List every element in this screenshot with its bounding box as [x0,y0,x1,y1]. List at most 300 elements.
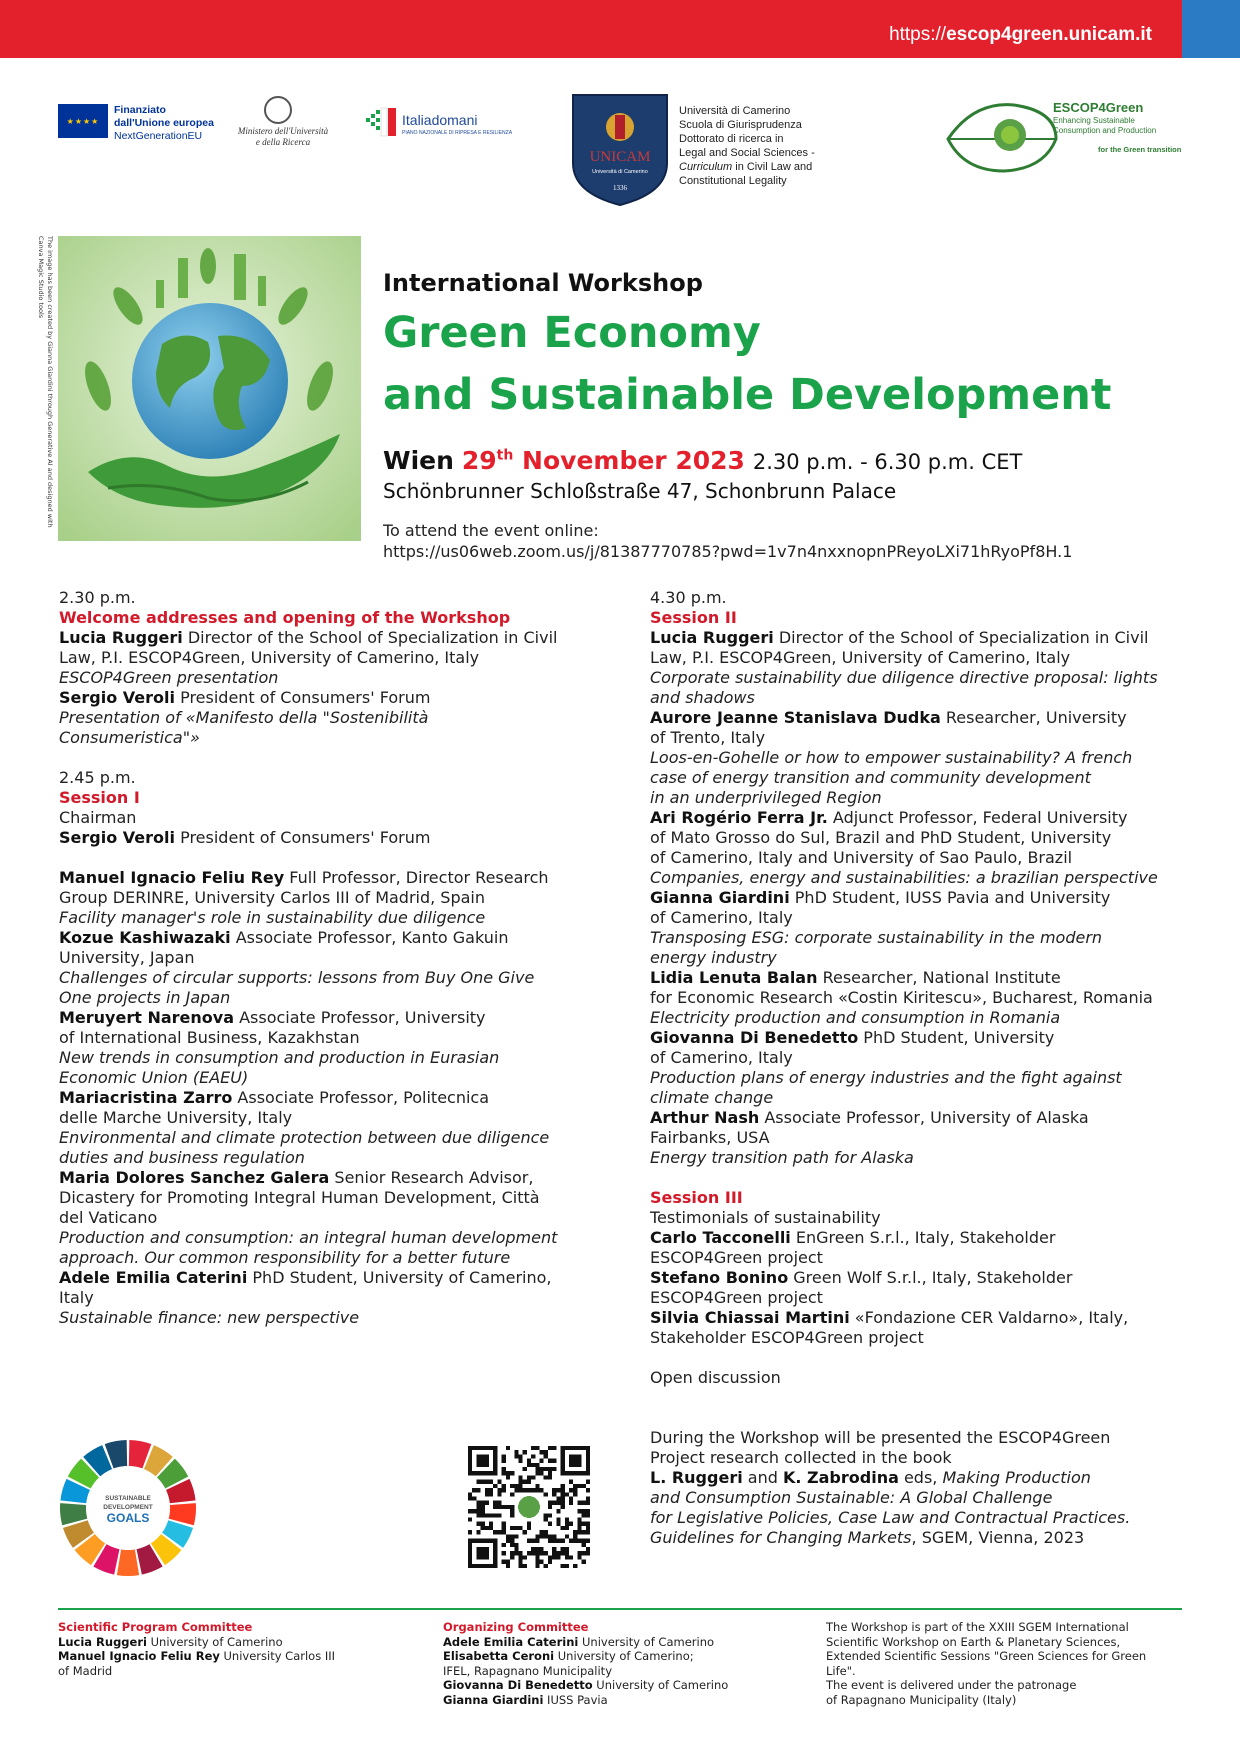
qr-module [561,1484,565,1488]
qr-module [569,1488,573,1492]
speaker: Manuel Ignacio Feliu Rey Full Professor, Director Research [59,868,549,887]
qr-module [514,1551,518,1555]
qr-module [569,1501,573,1505]
qr-module [506,1539,510,1543]
qr-module [556,1509,560,1513]
qr-module [502,1522,506,1526]
qr-module [565,1522,569,1526]
qr-module [472,1509,476,1513]
qr-module [518,1484,522,1488]
qr-module [577,1526,581,1530]
qr-module [506,1475,510,1479]
qr-module [468,1509,472,1513]
open-discussion: Open discussion [650,1368,781,1387]
qr-module [510,1534,514,1538]
qr-module [535,1488,539,1492]
qr-module [540,1530,544,1534]
workshop-note: The Workshop is part of the XXIII SGEM International Scientific Workshop on Earth & Planetary Sciences, Extended Scientific Sessions "Green Sciences for Green Life". The event is delivered under the patronage of Rapagnano Municipality (Italy) [826,1620,1147,1707]
qr-module [544,1467,548,1471]
qr-module [518,1560,522,1564]
qr-module [544,1564,548,1568]
talk-title: Environmental and climate protection between due diligence [59,1128,550,1147]
qr-module [497,1501,501,1505]
unicam-badge-text: UNICAM [589,149,651,165]
qr-module [548,1475,552,1479]
qr-module [586,1480,590,1484]
qr-module [481,1505,485,1509]
speaker: Mariacristina Zarro Associate Professor, Politecnica [59,1088,490,1107]
qr-module [582,1509,586,1513]
qr-module [476,1505,480,1509]
speaker: Arthur Nash Associate Professor, University of Alaska [650,1108,1089,1127]
qr-module [561,1505,565,1509]
qr-module [569,1522,573,1526]
qr-module [497,1480,501,1484]
qr-module [561,1551,565,1555]
qr-module [476,1488,480,1492]
qr-module [531,1488,535,1492]
qr-module [510,1513,514,1517]
qr-module [556,1496,560,1500]
qr-module [565,1547,569,1551]
qr-module [531,1463,535,1467]
qr-module [577,1530,581,1534]
section-heading: Welcome addresses and opening of the Workshop [59,608,511,627]
qr-module [577,1551,581,1555]
unicam-department-text: Università di Camerino Scuola di Giurisprudenza Dottorato di ricerca in Legal and Social Sciences - Curriculum in Civil Law and Constitutional Legality [679,105,815,187]
qr-module [586,1501,590,1505]
qr-module [556,1522,560,1526]
italiadomani-name: Italiadomani [402,112,478,128]
organizing-committee: Organizing Committee Adele Emilia Caterini University of Camerino Elisabetta Ceroni University of Camerino; IFEL, Rapagnano Municipality Giovanna Di Benedetto University of Camerino Gianna Giardini IUSS Pavia [443,1620,729,1707]
program-left-column: 2.30 p.m. Welcome addresses and opening of the Workshop Lucia Ruggeri Director of the School of Specialization in Civil Law, P.I. ESCOP4Green, University of Camerino, Italy ESCOP4Green presentation Sergio Veroli President of Consumers' Forum Presentation of «Manifesto della "Sostenibilità Consumeristica"» 2.45 p.m. Session I Chairman Sergio Veroli President of Consumers' Forum Manuel Ignacio Feliu Rey Full Professor, Director Research Group DERINRE, University Carlos III of Madrid, Spain Facility manager's role in sustainability due diligence Kozue Kashiwazaki Associate Professor, Kanto Gakuin University, Japan Challenges of circular supports: lessons from Buy One Give One projects in Japan Meruyert Narenova Associate Professor, University of International Business, Kazakhstan New trends in consumption and production in Eurasian Economic Union (EAEU) Mariacristina Zarro Associate Professor, Politecnica delle Marche University, Italy Environmental and climate protection between due diligence duties and business regulation Maria Dolores Sanchez Galera Senior Research Advisor, Dicastery for Promoting Integral Human Development, Città del Vaticano Production and consumption: an integral human development approach. Our common responsibility for a better future Adele Emilia Caterini PhD Student, University of Camerino, Italy Sustainable finance: new perspective [59,588,599,1328]
qr-module [582,1522,586,1526]
qr-module [535,1484,539,1488]
qr-module [485,1480,489,1484]
qr-module [544,1513,548,1517]
speaker: Meruyert Narenova Associate Professor, University [59,1008,486,1027]
italian-republic-emblem-icon [264,96,292,124]
sdg-text-2: DEVELOPMENT [103,1504,153,1511]
qr-module [510,1526,514,1530]
qr-module [552,1539,556,1543]
qr-module [544,1454,548,1458]
qr-module [548,1446,552,1450]
qr-module [552,1501,556,1505]
speaker: Giovanna Di Benedetto PhD Student, University [650,1028,1055,1047]
qr-module [586,1530,590,1534]
qr-module [544,1475,548,1479]
qr-module [565,1492,569,1496]
qr-module [577,1501,581,1505]
qr-module [518,1475,522,1479]
unicam-badge-sub: Università di Camerino [592,169,648,175]
qr-module [548,1501,552,1505]
qr-module [552,1467,556,1471]
qr-module [565,1534,569,1538]
qr-module [481,1480,485,1484]
eu-stars-icon: ★★★★ [66,116,100,126]
qr-module [502,1471,506,1475]
qr-module [548,1522,552,1526]
qr-module [535,1467,539,1471]
qr-module [582,1501,586,1505]
qr-module [577,1509,581,1513]
talk-title: ESCOP4Green presentation [59,668,279,687]
qr-module [544,1530,548,1534]
qr-module [485,1492,489,1496]
qr-module [502,1530,506,1534]
qr-module [565,1518,569,1522]
qr-module [552,1555,556,1559]
qr-module [518,1551,522,1555]
qr-module [535,1547,539,1551]
escop4green-name: ESCOP4Green [1053,100,1144,115]
qr-module [527,1539,531,1543]
qr-module [573,1492,577,1496]
qr-module [556,1555,560,1559]
qr-module [502,1488,506,1492]
qr-module [535,1555,539,1559]
qr-module [582,1551,586,1555]
qr-module [523,1530,527,1534]
talk-title: Production plans of energy industries and the fight against [650,1068,1122,1087]
talk-title: Facility manager's role in sustainability due diligence [59,908,486,927]
qr-module [523,1564,527,1568]
qr-module [586,1522,590,1526]
qr-module [497,1492,501,1496]
talk-title: New trends in consumption and production in Eurasian [59,1048,500,1067]
talk-title: Transposing ESG: corporate sustainability in the modern [650,928,1103,947]
scientific-committee: Scientific Program Committee Lucia Ruggeri University of Camerino Manuel Ignacio Feliu Rey University Carlos III of Madrid [58,1620,336,1678]
eu-funding-logo-text: Finanziato dall'Unione europea NextGenerationEU [114,104,214,142]
qr-module [523,1480,527,1484]
qr-module [506,1446,510,1450]
ministry-logo-text: Ministero dell'Università e della Ricerca [237,126,329,147]
qr-module [531,1454,535,1458]
qr-module [514,1484,518,1488]
qr-module [527,1463,531,1467]
qr-module [506,1471,510,1475]
qr-module [552,1547,556,1551]
speaker: Lucia Ruggeri Director of the School of Specialization in Civil [59,628,558,647]
program-right-column: 4.30 p.m. Session II Lucia Ruggeri Director of the School of Specialization in Civil Law, P.I. ESCOP4Green, University of Camerino, Italy Corporate sustainability due diligence directive proposal: lights and shadows Aurore Jeanne Stanislava Dudka Researcher, University of Trento, Italy Loos-en-Gohelle or how to empower sustainability? A french case of energy transition and community development in an underprivileged Region Ari Rogério Ferra Jr. Adjunct Professor, Federal University of Mato Grosso do Sul, Brazil and PhD Student, University of Camerino, Italy and University of Sao Paulo, Brazil Companies, energy and sustainabilities: a brazilian perspective Gianna Giardini PhD Student, IUSS Pavia and University of Camerino, Italy Transposing ESG: corporate sustainability in the modern energy industry Lidia Lenuta Balan Researcher, National Institute for Economic Research «Costin Kiritescu», Bucharest, Romania Electricity production and consumption in Romania Giovanna Di Benedetto PhD Student, University of Camerino, Italy Production plans of energy industries and the fight against climate change Arthur Nash Associate Professor, University of Alaska Fairbanks, USA Energy transition path for Alaska Session III Testimonials of sustainability Carlo Tacconelli EnGreen S.r.l., Italy, Stakeholder ESCOP4Green project Stefano Bonino Green Wolf S.r.l., Italy, Stakeholder ESCOP4Green project Silvia Chiassai Martini «Fondazione CER Valdarno», Italy, Stakeholder ESCOP4Green project Open discussion [650,588,1190,1388]
qr-module [569,1555,573,1559]
qr-module [468,1518,472,1522]
qr-module [493,1513,497,1517]
qr-module [510,1539,514,1543]
qr-module [485,1488,489,1492]
book-title: Making Production [942,1468,1091,1487]
qr-module [527,1551,531,1555]
qr-module [527,1488,531,1492]
qr-module [540,1450,544,1454]
qr-module [518,1454,522,1458]
qr-module [548,1467,552,1471]
qr-module [569,1496,573,1500]
qr-module [476,1513,480,1517]
event-title-line2: and Sustainable Development [383,370,1112,420]
qr-module [485,1501,489,1505]
qr-module [481,1501,485,1505]
qr-module [544,1534,548,1538]
qr-module [489,1480,493,1484]
qr-module [497,1505,501,1509]
qr-module [472,1488,476,1492]
image-credit: The image has been created by Gianna Giardini through Generative AI and designed with Canva Magic Studio tools [37,236,54,528]
qr-module [573,1564,577,1568]
qr-module [540,1488,544,1492]
italiadomani-subtitle: PIANO NAZIONALE DI RIPRESA E RESILIENZA [402,130,513,136]
section-heading: Session II [650,608,737,627]
escop4green-subtitle: Enhancing Sustainable Consumption and Production [1053,116,1157,135]
qr-module [506,1505,510,1509]
qr-module [493,1505,497,1509]
qr-module [510,1484,514,1488]
qr-module [506,1560,510,1564]
qr-module [514,1488,518,1492]
event-date-line [383,446,1022,475]
qr-module [561,1496,565,1500]
speaker: Carlo Tacconelli EnGreen S.r.l., Italy, Stakeholder [650,1228,1056,1247]
qr-module [468,1492,472,1496]
qr-module [556,1501,560,1505]
qr-module [548,1471,552,1475]
qr-module [518,1459,522,1463]
qr-module [586,1488,590,1492]
italiadomani-mark-icon [364,104,400,140]
qr-module [540,1560,544,1564]
qr-module [586,1539,590,1543]
qr-module [502,1543,506,1547]
qr-module [586,1551,590,1555]
qr-module [535,1539,539,1543]
qr-module [535,1551,539,1555]
qr-module [552,1459,556,1463]
qr-module [506,1534,510,1538]
sdg-text-3: GOALS [106,1511,150,1525]
sdg-segment [117,1549,139,1576]
qr-module [497,1513,501,1517]
qr-module [565,1555,569,1559]
qr-module [481,1526,485,1530]
qr-module [582,1560,586,1564]
sdg-text-1: SUSTAINABLE [105,1495,151,1502]
qr-module [531,1551,535,1555]
qr-module [552,1551,556,1555]
qr-module [586,1496,590,1500]
qr-module [518,1564,522,1568]
qr-module [510,1551,514,1555]
time-slot: 2.45 p.m. [59,768,136,787]
time-slot: 2.30 p.m. [59,588,136,607]
qr-module [561,1501,565,1505]
qr-module [527,1522,531,1526]
speaker: Silvia Chiassai Martini «Fondazione CER Valdarno», Italy, [650,1308,1129,1327]
qr-module [535,1471,539,1475]
online-zoom-link[interactable]: https://us06web.zoom.us/j/81387770785?pwd=1v7n4nxxnopnPReyoLXi71hRyoPf8H.1 [383,542,1073,561]
qr-module [548,1505,552,1509]
online-label: To attend the event online: [383,521,599,540]
qr-module [569,1539,573,1543]
qr-module [540,1534,544,1538]
qr-module [502,1505,506,1509]
sdg-wheel-logo [58,1438,198,1578]
qr-module [489,1526,493,1530]
speaker: Lidia Lenuta Balan Researcher, National Institute [650,968,1061,987]
qr-module [481,1513,485,1517]
qr-module [544,1492,548,1496]
qr-module [582,1530,586,1534]
qr-module [561,1547,565,1551]
qr-module [518,1480,522,1484]
qr-module [535,1564,539,1568]
qr-module [527,1480,531,1484]
qr-module [561,1564,565,1568]
speaker: Stefano Bonino Green Wolf S.r.l., Italy, Stakeholder [650,1268,1073,1287]
qr-module [510,1543,514,1547]
footer-divider [58,1608,1182,1610]
qr-module [523,1450,527,1454]
qr-module [527,1475,531,1479]
qr-module [556,1551,560,1555]
event-city: Wien [383,446,454,475]
qr-module [531,1539,535,1543]
site-url-link[interactable]: https://escop4green.unicam.it [889,24,1152,45]
qr-module [561,1492,565,1496]
qr-module [485,1526,489,1530]
qr-module [476,1480,480,1484]
qr-module [493,1484,497,1488]
qr-module [502,1459,506,1463]
qr-module [489,1522,493,1526]
qr-module [573,1484,577,1488]
qr-module [527,1459,531,1463]
unicam-shield-logo [571,93,669,207]
qr-module [577,1484,581,1488]
qr-module [535,1534,539,1538]
qr-module [518,1526,522,1530]
qr-module [502,1484,506,1488]
qr-module [489,1513,493,1517]
qr-module [586,1513,590,1517]
qr-module [468,1530,472,1534]
talk-title: Challenges of circular supports: lessons from Buy One Give [59,968,535,987]
qr-module [582,1484,586,1488]
hero-earth-in-hand-illustration [58,236,361,541]
talk-title: Companies, energy and sustainabilities: a brazilian perspective [650,868,1158,887]
qr-module [544,1551,548,1555]
qr-module [497,1488,501,1492]
qr-module [506,1564,510,1568]
time-slot: 4.30 p.m. [650,588,727,607]
qr-module [485,1513,489,1517]
qr-module [540,1459,544,1463]
qr-module [510,1505,514,1509]
qr-module [535,1446,539,1450]
qr-module [586,1526,590,1530]
speaker: Sergio Veroli President of Consumers' Forum [59,828,431,847]
qr-module [531,1475,535,1479]
qr-module [476,1530,480,1534]
qr-module [548,1459,552,1463]
qr-module [468,1496,472,1500]
qr-module [518,1488,522,1492]
speaker: Kozue Kashiwazaki Associate Professor, Kanto Gakuin [59,928,509,947]
qr-module [502,1560,506,1564]
qr-module [481,1509,485,1513]
qr-module [565,1564,569,1568]
qr-module [476,1501,480,1505]
top-bar-accent [1182,0,1240,58]
qr-module [548,1513,552,1517]
qr-module [548,1560,552,1564]
qr-module [544,1518,548,1522]
qr-module [502,1526,506,1530]
qr-module [523,1467,527,1471]
talk-title: Presentation of «Manifesto della "Sostenibilità [59,708,429,727]
qr-module [573,1488,577,1492]
qr-module [502,1551,506,1555]
qr-module [582,1539,586,1543]
qr-module [514,1450,518,1454]
qr-module [510,1555,514,1559]
speaker: Aurore Jeanne Stanislava Dudka Researcher, University [650,708,1127,727]
qr-module [481,1522,485,1526]
qr-module [577,1522,581,1526]
qr-module [552,1492,556,1496]
qr-module [527,1526,531,1530]
qr-module [510,1471,514,1475]
qr-module [569,1480,573,1484]
qr-module [510,1509,514,1513]
qr-module [556,1488,560,1492]
speaker: Ari Rogério Ferra Jr. Adjunct Professor, Federal University [650,808,1128,827]
qr-module [472,1496,476,1500]
speaker: Maria Dolores Sanchez Galera Senior Research Advisor, [59,1168,534,1187]
speaker: Adele Emilia Caterini PhD Student, University of Camerino, [59,1268,552,1287]
qr-module [577,1518,581,1522]
qr-module [489,1492,493,1496]
qr-module [514,1547,518,1551]
qr-module [493,1530,497,1534]
qr-module [510,1492,514,1496]
qr-module [535,1463,539,1467]
qr-module [514,1526,518,1530]
qr-module [561,1526,565,1530]
qr-module [540,1551,544,1555]
escop4green-leaf-logo [944,95,1064,175]
talk-title: Energy transition path for Alaska [650,1148,914,1167]
qr-module [586,1547,590,1551]
book-announcement: During the Workshop will be presented the ESCOP4Green Project research collected in the book L. Ruggeri and K. Zabrodina eds, Making Production and Consumption Sustainable: A Global Challenge for Legislative Policies, Case Law and Contractual Practices. Guidelines for Changing Markets, SGEM, Vienna, 2023 [650,1428,1131,1547]
qr-module [556,1539,560,1543]
qr-module [531,1446,535,1450]
qr-module [502,1467,506,1471]
qr-module [565,1551,569,1555]
qr-module [540,1467,544,1471]
event-title-line1: Green Economy [383,308,761,358]
section-heading: Session I [59,788,140,807]
qr-module [514,1543,518,1547]
qr-module [577,1555,581,1559]
qr-code[interactable] [468,1446,590,1568]
escop4green-tagline: for the Green transition [1098,145,1182,154]
event-venue: Schönbrunner Schloßstraße 47, Schonbrunn Palace [383,479,897,503]
event-date: 29th November 2023 [461,446,745,475]
qr-module [540,1547,544,1551]
unicam-year: 1336 [613,184,627,192]
